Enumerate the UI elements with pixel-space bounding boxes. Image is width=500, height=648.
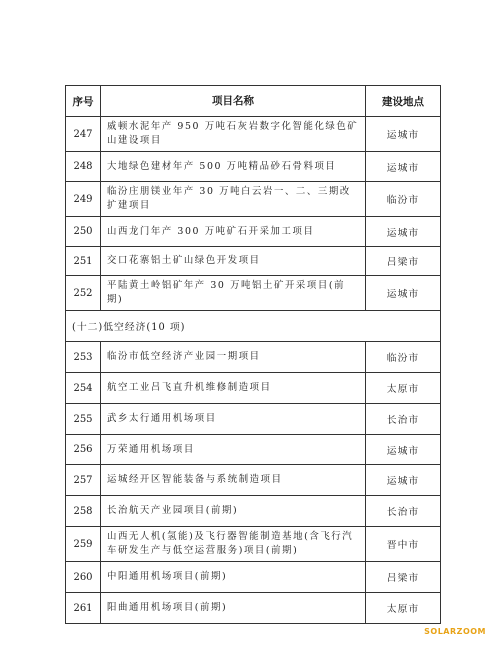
table-row	[66, 562, 441, 593]
row-name: 武乡太行通用机场项目	[101, 404, 366, 434]
row-location: 运城市	[366, 276, 441, 310]
table-row	[66, 117, 441, 152]
row-name: 大地绿色建材年产 500 万吨精品砂石骨料项目	[101, 152, 366, 181]
section-row	[66, 311, 441, 342]
row-name: 中阳通用机场项目(前期)	[101, 562, 366, 592]
table-row	[66, 182, 441, 217]
row-no: 250	[66, 217, 101, 246]
row-name: 长治航天产业园项目(前期)	[101, 496, 366, 526]
row-location: 晋中市	[366, 527, 441, 561]
row-name: 临汾庄朋镁业年产 30 万吨白云岩一、二、三期改扩建项目	[101, 182, 366, 216]
table-row	[66, 593, 441, 624]
table-row	[66, 373, 441, 404]
row-location: 临汾市	[366, 182, 441, 216]
table-row	[66, 496, 441, 527]
table-row	[66, 465, 441, 496]
header-location: 建设地点	[366, 86, 441, 116]
row-no: 258	[66, 496, 101, 526]
row-no: 261	[66, 593, 101, 623]
table-row	[66, 276, 441, 311]
row-no: 260	[66, 562, 101, 592]
table-row	[66, 152, 441, 182]
row-location: 临汾市	[366, 342, 441, 372]
row-location: 运城市	[366, 465, 441, 495]
row-location: 长治市	[366, 496, 441, 526]
row-name: 交口花寨铝土矿山绿色开发项目	[101, 247, 366, 275]
row-name: 平陆黄土岭铝矿年产 30 万吨铝土矿开采项目(前期)	[101, 276, 366, 310]
row-no: 256	[66, 435, 101, 464]
table-row	[66, 247, 441, 276]
watermark-logo: SOLARZOOM	[424, 627, 486, 636]
row-no: 255	[66, 404, 101, 434]
row-no: 247	[66, 117, 101, 151]
table-row	[66, 404, 441, 435]
table-header	[66, 86, 441, 117]
row-name: 航空工业吕飞直升机维修制造项目	[101, 373, 366, 403]
row-location: 运城市	[366, 435, 441, 464]
row-location: 长治市	[366, 404, 441, 434]
row-no: 248	[66, 152, 101, 181]
row-no: 257	[66, 465, 101, 495]
row-name: 万荣通用机场项目	[101, 435, 366, 464]
row-location: 运城市	[366, 217, 441, 246]
row-name: 山西无人机(氢能)及飞行器智能制造基地(含飞行汽车研发生产与低空运营服务)项目(前期)	[101, 527, 366, 561]
header-no: 序号	[66, 86, 101, 116]
row-name: 威顿水泥年产 950 万吨石灰岩数字化智能化绿色矿山建设项目	[101, 117, 366, 151]
project-table	[65, 85, 441, 624]
row-no: 254	[66, 373, 101, 403]
table-row	[66, 342, 441, 373]
row-no: 251	[66, 247, 101, 275]
section-title: (十二)低空经济(10 项)	[66, 311, 441, 341]
row-location: 吕梁市	[366, 562, 441, 592]
row-name: 运城经开区智能装备与系统制造项目	[101, 465, 366, 495]
table-row	[66, 527, 441, 562]
header-name: 项目名称	[101, 86, 366, 116]
row-name: 临汾市低空经济产业园一期项目	[101, 342, 366, 372]
row-name: 阳曲通用机场项目(前期)	[101, 593, 366, 623]
row-location: 运城市	[366, 152, 441, 181]
table-row	[66, 435, 441, 465]
row-no: 249	[66, 182, 101, 216]
row-no: 253	[66, 342, 101, 372]
row-location: 太原市	[366, 593, 441, 623]
row-no: 259	[66, 527, 101, 561]
row-location: 运城市	[366, 117, 441, 151]
row-location: 吕梁市	[366, 247, 441, 275]
row-no: 252	[66, 276, 101, 310]
table-row	[66, 217, 441, 247]
row-name: 山西龙门年产 300 万吨矿石开采加工项目	[101, 217, 366, 246]
row-location: 太原市	[366, 373, 441, 403]
